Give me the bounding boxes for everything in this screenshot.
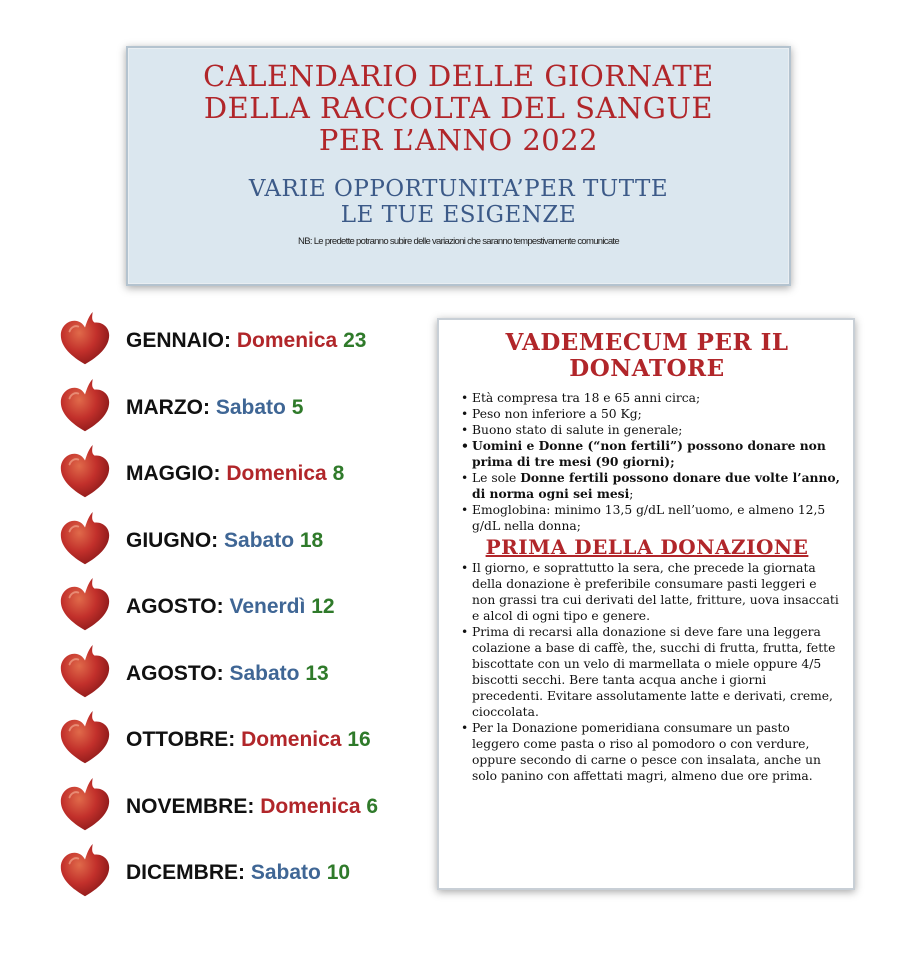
- date-number: 10: [326, 861, 351, 885]
- list-item: • Per la Donazione pomeridiana consumare un pasto leggero come pasta o riso al pomodoro o con verdure, oppure secondo di carne o pesce con insalata, anche un solo panino con affettati magri, almeno due ore prima.: [463, 720, 841, 784]
- date-row: [56, 641, 426, 708]
- vademecum-title: [453, 330, 841, 382]
- title-line: CALENDARIO DELLE GIORNATE: [203, 59, 714, 93]
- date-day: Domenica: [241, 728, 342, 752]
- date-text: [126, 795, 378, 819]
- subtitle-line: VARIE OPPORTUNITA’PER TUTTE: [248, 176, 669, 202]
- vademecum-box: [437, 318, 855, 890]
- date-row: [56, 308, 426, 375]
- list-item: • Buono stato di salute in generale;: [463, 422, 841, 438]
- date-number: 18: [299, 528, 324, 552]
- blood-drop-heart-icon: [56, 645, 114, 703]
- list-item: • Emoglobina: minimo 13,5 g/dL nell’uomo, e almeno 12,5 g/dL nella donna;: [463, 502, 841, 534]
- list-item-text: Le sole: [472, 471, 521, 485]
- date-text: [126, 329, 366, 353]
- list-item: • Il giorno, e soprattutto la sera, che precede la giornata della donazione è preferibile consumare pasti leggeri e non grassi tra cui derivati del latte, fritture, uova insaccati e alcol di ogni tipo e genere.: [463, 560, 841, 624]
- date-number: 13: [305, 661, 329, 685]
- date-row: [56, 840, 426, 907]
- date-number: 12: [311, 595, 335, 619]
- blood-drop-heart-icon: [56, 445, 114, 503]
- date-month: GIUGNO:: [126, 528, 219, 552]
- date-number: 8: [332, 462, 345, 486]
- date-row: [56, 441, 426, 508]
- dates-list: [56, 308, 426, 907]
- date-month: AGOSTO:: [126, 661, 224, 685]
- page-subtitle: [128, 176, 789, 228]
- blood-drop-heart-icon: [56, 778, 114, 836]
- list-item: • Età compresa tra 18 e 65 anni circa;: [463, 390, 841, 406]
- date-number: 6: [366, 794, 379, 818]
- blood-drop-heart-icon: [56, 379, 114, 437]
- date-day: Sabato: [250, 861, 321, 885]
- date-month: DICEMBRE:: [126, 861, 245, 885]
- date-day: Sabato: [215, 395, 286, 419]
- date-number: 23: [343, 329, 367, 353]
- blood-drop-heart-icon: [56, 844, 114, 902]
- date-row: [56, 375, 426, 442]
- date-month: NOVEMBRE:: [126, 794, 255, 818]
- date-number: 16: [347, 728, 371, 752]
- date-number: 5: [291, 395, 304, 419]
- list-item: • Peso non inferiore a 50 Kg;: [463, 406, 841, 422]
- requirements-list: [453, 390, 841, 534]
- list-item-bold: Donne fertili possono donare due volte l’anno, di norma ogni sei mesi: [472, 470, 840, 501]
- title-line: DELLA RACCOLTA DEL SANGUE: [203, 91, 714, 125]
- date-text: [126, 529, 323, 553]
- prima-title: PRIMA DELLA DONAZIONE: [485, 535, 809, 559]
- subtitle-line: LE TUE ESIGENZE: [340, 202, 577, 228]
- prima-list: [453, 560, 841, 784]
- date-row: [56, 707, 426, 774]
- date-month: MAGGIO:: [126, 462, 221, 486]
- date-text: [126, 861, 350, 885]
- date-month: MARZO:: [126, 395, 210, 419]
- blood-drop-heart-icon: [56, 578, 114, 636]
- date-text: [126, 662, 329, 686]
- list-item: [463, 470, 841, 502]
- list-item: • Uomini e Donne (“non fertili”) possono donare non prima di tre mesi (90 giorni);: [463, 438, 841, 470]
- date-day: Venerdì: [229, 595, 306, 619]
- blood-drop-heart-icon: [56, 312, 114, 370]
- date-text: [126, 595, 335, 619]
- list-item: • Prima di recarsi alla donazione si deve fare una leggera colazione a base di caffè, the, succhi di frutta, frutta, fette biscottate con un velo di marmellata o miele oppure 4/5 biscotti secchi. Bere tanta acqua anche i giorni precedenti. Evitare assolutamente latte e derivati, creme, cioccolata.: [463, 624, 841, 720]
- date-row: [56, 774, 426, 841]
- page-title: [128, 60, 789, 156]
- date-text: [126, 396, 303, 420]
- date-day: Sabato: [229, 661, 300, 685]
- date-text: [126, 462, 344, 486]
- date-row: [56, 574, 426, 641]
- date-day: Domenica: [226, 462, 327, 486]
- date-text: [126, 728, 371, 752]
- date-month: AGOSTO:: [126, 595, 224, 619]
- list-item-text: ;: [629, 487, 634, 501]
- title-line: PER L’ANNO 2022: [318, 123, 599, 157]
- header-box: [126, 46, 791, 286]
- blood-drop-heart-icon: [56, 711, 114, 769]
- vademecum-title-line: DONATORE: [569, 355, 725, 382]
- date-day: Sabato: [224, 528, 295, 552]
- header-note: NB: Le predette potranno subire delle variazioni che saranno tempestivamente comunicate: [298, 236, 619, 247]
- vademecum-title-line: VADEMECUM PER IL: [505, 329, 789, 356]
- blood-drop-heart-icon: [56, 512, 114, 570]
- date-day: Domenica: [260, 794, 361, 818]
- date-row: [56, 508, 426, 575]
- date-month: GENNAIO:: [126, 329, 231, 353]
- date-day: Domenica: [236, 329, 338, 353]
- date-month: OTTOBRE:: [126, 728, 236, 752]
